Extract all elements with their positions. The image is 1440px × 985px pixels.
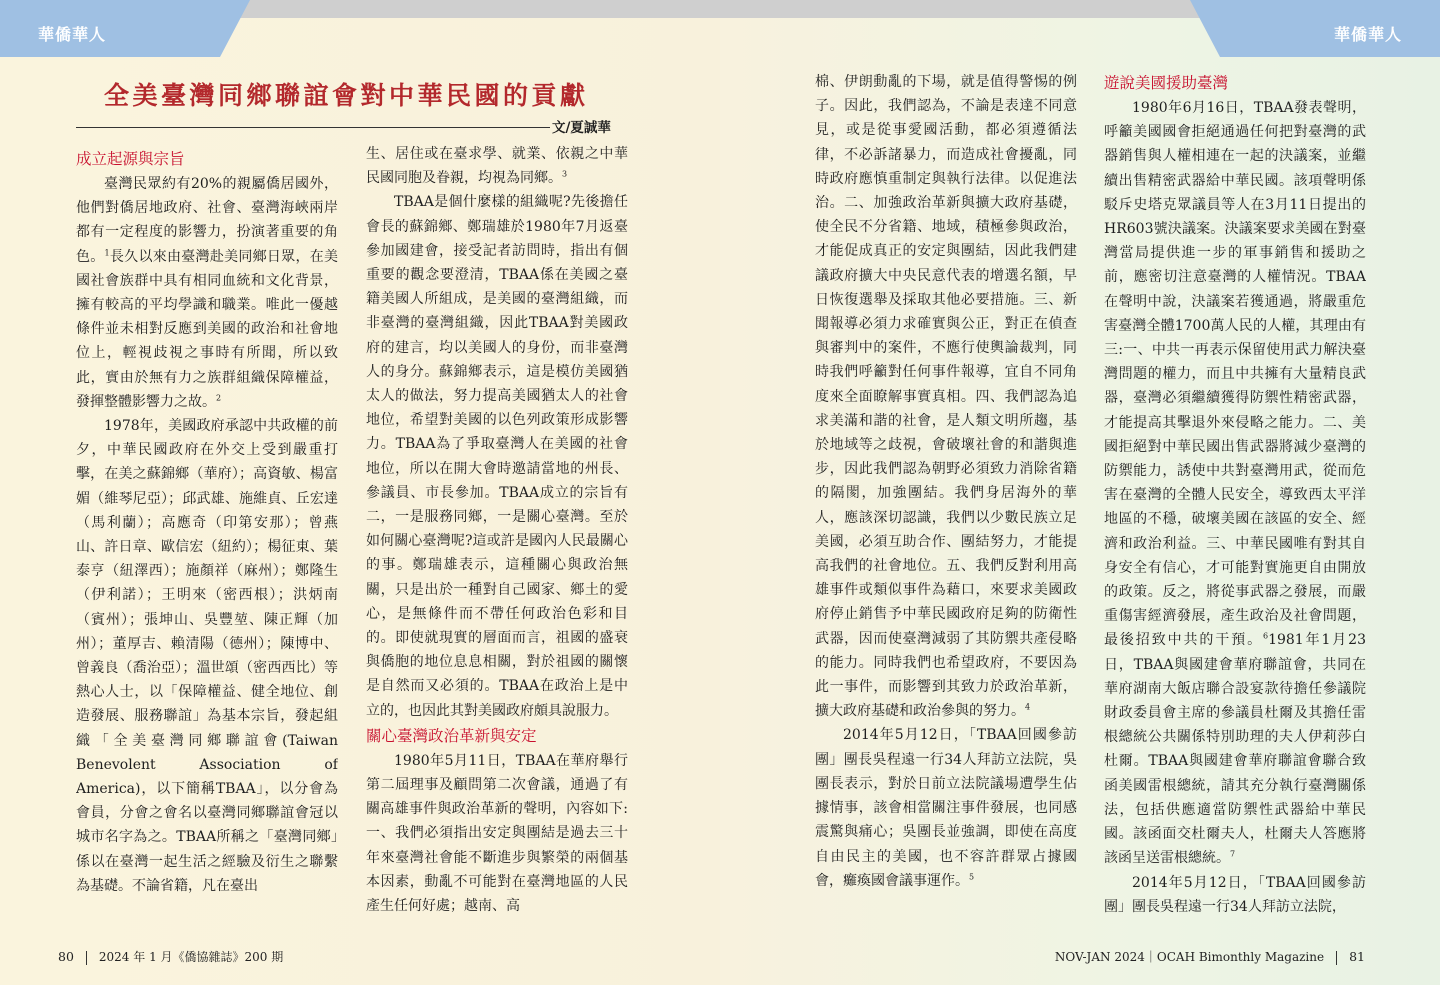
paragraph: TBAA是個什麼樣的組織呢?先後擔任會長的蘇錦鄉、鄭瑞雄於1980年7月返臺參加國建會，接受記者訪問時，指出有個重要的觀念要澄清，TBAA係在美國之臺籍美國人所組成，是美國的臺灣組織，而非臺灣的臺灣組織，因此TBAA對美國政府的建言，均以美國人的身份，而非臺灣人的身分。蘇錦鄉表示，這是模仿美國猶太人的做法，努力提高美國猶太人的社會地位，希望對美國的以色列政策形成影響力。TBAA為了爭取臺灣人在美國的社會地位，所以在開大會時邀請當地的州長、參議員、市長參加。TBAA成立的宗旨有二，一是服務同鄉，一是關心臺灣。至於如何關心臺灣呢?這或許是國內人民最關心的事。鄭瑞雄表示，這種關心與政治無關，只是出於一種對自己國家、鄉土的愛心，是無條件而不帶任何政治色彩和目的。即使就現實的層面而言，祖國的盛衰與僑胞的地位息息相關，對於祖國的關懷是自然而又必須的。TBAA在政治上是中立的，也因此其對美國政府頗具說服力。 (366, 194, 628, 719)
footnote-ref: 6 (1262, 631, 1269, 641)
section-label-left: 華僑華人 (38, 25, 107, 44)
article-title: 全美臺灣同鄉聯誼會對中華民國的貢獻 (104, 81, 589, 110)
paragraph: 1978年，美國政府承認中共政權的前夕，中華民國政府在外交上受到嚴重打擊，在美之蘇錦鄉（華府）；高資敏、楊富媚（維琴尼亞）；邱武雄、施維貞、丘宏達（馬利蘭）；高應奇（印第安那）；曾燕山、許日章、歐信宏（紐約）；楊征東、葉泰亨（紐澤西）；施顏祥（麻州）；鄭隆生（伊利諾）；王明來（密西根）；洪炳南（賓州）；張坤山、吳豐堃、陳正輝（加州）；董厚吉、賴清陽（德州）；陳博中、曾義良（喬治亞）；溫世頌（密西西比）等熱心人士，以「保障權益、健全地位、創造發展、服務聯誼」為基本宗旨，發起組織「全美臺灣同鄉聯誼會(Taiwan Benevolent Association of America)，以下簡稱TBAA」，以分會為會員，分會之會名以臺灣同鄉聯誼會冠以城市名字為之。TBAA所稱之「臺灣同鄉」係以在臺灣一起生活之經驗及衍生之聯繫為基礎。不論省籍，凡在臺出 (76, 418, 338, 894)
column-3 (815, 70, 1077, 940)
byline: 文/夏誠華 (552, 120, 611, 136)
paragraph: 生、居住或在臺求學、就業、依親之中華民國同胞及眷親，均視為同鄉。$^3$ (366, 146, 628, 187)
footer-issue-text: 2024 年 1 月《僑協雜誌》200 期 (98, 950, 284, 964)
page-number-right: 81 (1349, 949, 1365, 964)
paragraph: 2014年5月12日，「TBAA回國參訪團」團長吳程遠一行34人拜訪立法院， (1104, 874, 1366, 915)
section-heading-politics: 關心臺灣政治革新與安定 (366, 726, 537, 745)
paragraph: 1980年6月16日，TBAA發表聲明，呼籲美國國會拒絕通過任何把對臺灣的武器銷售與人權相連在一起的決議案，並繼續出售精密武器給中華民國。該項聲明係駁斥史塔克眾議員等人在3月11日提出的HR603號決議案。決議案要求美國在對臺灣當局提供進一步的軍事銷售和援助之前，應密切注意臺灣的人權情況。TBAA在聲明中說，決議案若獲通過，將嚴重危害臺灣全體1700萬人民的人權，其理由有三:一、中共一再表示保留使用武力解決臺灣問題的權力，而且中共擁有大量精良武器，臺灣必須繼續獲得防禦性精密武器，才能提高其擊退外來侵略之能力。二、美國拒絕對中華民國出售武器將減少臺灣的防禦能力，誘使中共對臺灣用武，從而危害在臺灣的全體人民安全，導致西太平洋地區的不穩，破壞美國在該區的安全、經濟和政治利益。三、中華民國唯有對其自身安全有信心，才可能對實施更自由開放的政策。反之，將從事武器之發展，而嚴重傷害經濟發展，產生政治及社會問題，最後招致中共的干預。$^6$1981年1月23日，TBAA與國建會華府聯誼會，共同在華府湖南大飯店聯合設宴款待擔任參議院財政委員會主席的參議員杜爾及其擔任雷根總統公共關係特別助理的夫人伊莉莎白杜爾。TBAA與國建會華府聯誼會聯合致函美國雷根總統，請其充分執行臺灣關係法，包括供應適當防禦性武器給中華民國。該函面交杜爾夫人，杜爾夫人答應將該函呈送雷根總統。$^7$ (1104, 100, 1366, 867)
section-label-right: 華僑華人 (1333, 25, 1402, 44)
paragraph: 臺灣民眾約有20%的親屬僑居國外，他們對僑居地政府、社會、臺灣海峽兩岸都有一定程度的影響力，扮演著重要的角色。$^1$長久以來由臺灣赴美同鄉日眾，在美國社會族群中具有相同血統和文化背景，擁有較高的平均學識和職業。唯此一優越條件並未相對反應到美國的政治和社會地位上，輕視歧視之事時有所聞，所以致此，實由於無有力之族群組織保障權益，發揮整體影響力之故。$^2$ (76, 176, 338, 410)
paragraph: 棉、伊朗動亂的下場，就是值得警惕的例子。因此，我們認為，不論是表達不同意見，或是從事愛國活動，都必須遵循法律，不必訴諸暴力，而造成社會擾亂，同時政府應慎重制定與執行法律。以促進法治。二、加強政治革新與擴大政府基礎，使全民不分省籍、地域，積極參與政治，才能促成真正的安定與團結，因此我們建議政府擴大中央民意代表的增選名額，早日恢復選舉及採取其他必要措施。三、新聞報導必須力求確實與公正，對正在偵查與審判中的案件，不應行使輿論裁判，同時我們呼籲對任何事件報導，宜自不同角度來全面瞭解事實真相。四、我們認為追求美滿和諧的社會，是人類文明所趨，基於地域等之歧視，會破壞社會的和諧與進步，因此我們認為朝野必須致力消除省籍的隔閡，加強團結。我們身居海外的華人，應該深切認識，我們以少數民族立足美國，必須互助合作、團結努力，才能提高我們的社會地位。五、我們反對利用高雄事件或類似事件為藉口，來要求美國政府停止銷售予中華民國政府足夠的防衛性武器，因而使臺灣減弱了其防禦共產侵略的能力。同時我們也希望政府，不要因為此一事件，而影響到其致力於政治革新，擴大政府基礎和政治參與的努力。$^4$ (815, 74, 1077, 720)
paragraph: 1980年5月11日，TBAA在華府舉行第二屆理事及顧問第二次會議，通過了有關高雄事件與政治革新的聲明，內容如下:一、我們必須指出安定與團結是過去三十年來臺灣社會能不斷進步與繁榮的兩個基本因素，動亂不可能對在臺灣地區的人民產生任何好處；越南、高 (366, 752, 628, 915)
section-heading-lobbying: 遊說美國援助臺灣 (1104, 74, 1229, 92)
footnote-ref: 3 (562, 169, 568, 179)
section-tab-right (1190, 0, 1440, 57)
page-number-left: 80 (58, 949, 74, 964)
paragraph: 2014年5月12日，「TBAA回國參訪團」團長吳程遠一行34人拜訪立法院，吳團長表示，對於日前立法院議場遭學生佔據情事，該會相當關注事件發展，也同感震驚與痛心；吳團長並強調，即使在高度自由民主的美國，也不容許群眾占據國會，癱瘓國會議事運作。$^5$ (815, 727, 1077, 889)
title-rule (76, 127, 550, 128)
column-2 (366, 142, 628, 942)
footnote-ref: 4 (1025, 702, 1031, 712)
footnote-ref: 5 (969, 872, 975, 882)
footnote-ref: 2 (216, 393, 222, 403)
footer-left (58, 948, 283, 965)
footer-magazine-text: NOV-JAN 2024｜OCAH Bimonthly Magazine (1054, 950, 1325, 964)
footnote-ref: 7 (1230, 849, 1236, 859)
footer-divider (86, 951, 87, 965)
footer-right (1055, 948, 1365, 965)
column-4 (1104, 70, 1366, 940)
section-heading-origin: 成立起源與宗旨 (76, 150, 185, 168)
footnote-ref: 1 (104, 247, 110, 257)
footer-divider (1336, 951, 1337, 965)
column-1 (76, 146, 338, 946)
